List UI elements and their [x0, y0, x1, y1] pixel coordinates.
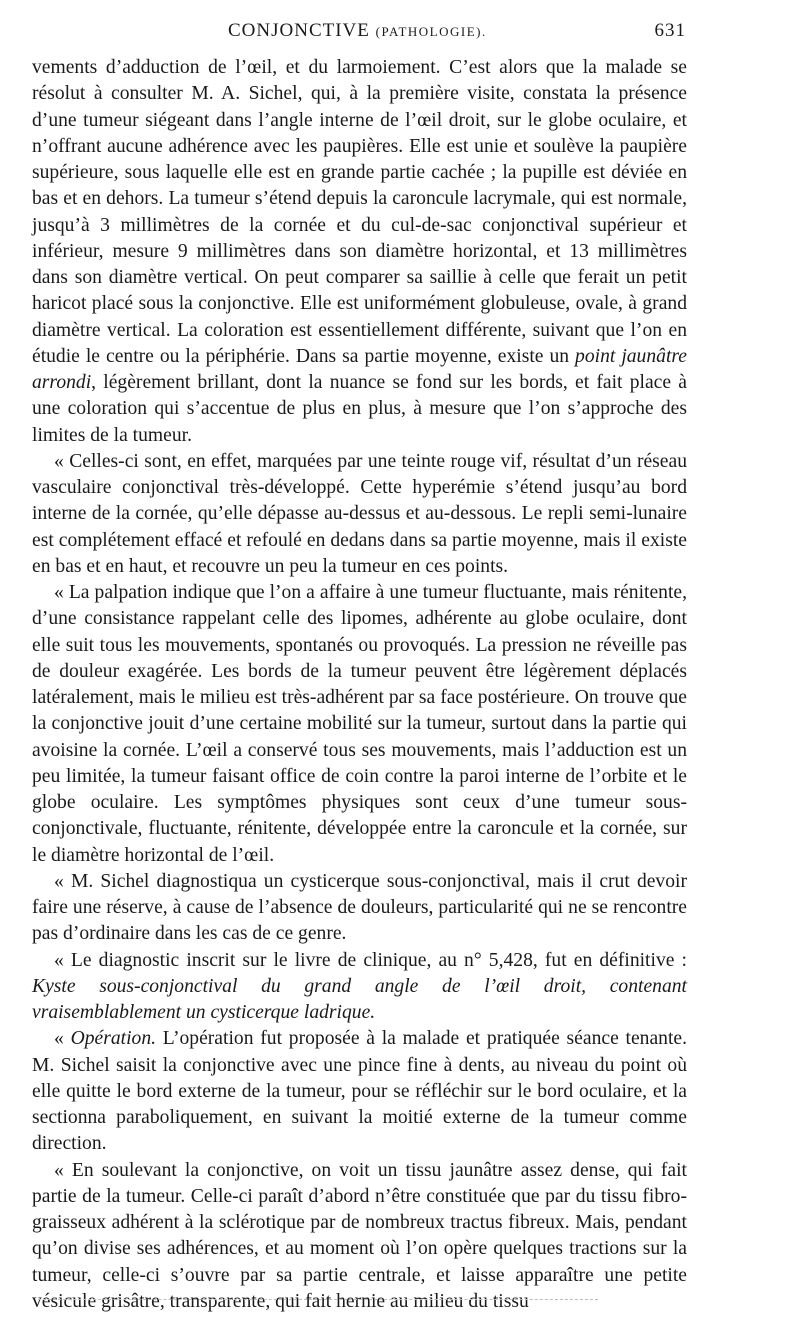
text-run: « — [54, 1028, 71, 1050]
text-run: vements d’adduction de l’œil, et du larmoiement. C’est alors que la malade se résolut à consulter M. A. Sichel, qui, à la première visite, constata la présence d’une tumeur siégeant dans l’angle interne de l’œil droit, sur le globe oculaire, et n’offrant aucune adhérence avec les paupières. Elle est unie et soulève la paupière supérieure, sous laquelle elle est en grande partie cachée ; la pupille est déviée en bas et en dehors. La tumeur s’étend depuis la caroncule lacrymale, qui est normale, jusqu’à 3 millimètres de la cornée et du cul-de-sac conjonctival supérieur et inférieur, mesure 9 millimètres dans son diamètre horizontal, et 13 millimètres dans son diamètre vertical. On peut comparer sa saillie à celle que ferait un petit haricot placé sous la conjonctive. Elle est uniformément globuleuse, ovale, à grand diamètre vertical. La coloration est essentiellement différente, suivant que l’on en étudie le centre ou la périphérie. Dans sa partie moyenne, existe un — [32, 57, 687, 367]
italic-text: point jaunâtre arrondi — [32, 345, 687, 393]
text-run: « La palpation indique que l’on a affaire à une tumeur fluctuante, mais rénitente, d’une consistance rappelant celle des lipomes, adhérente au globe oculaire, dont elle suit tous les mouvements, spontanés ou provoqués. La pression ne réveille pas de douleur exagérée. Les bords de la tumeur peuvent être légèrement déplacés latéralement, mais le milieu est très-adhérent par sa face postérieure. On trouve que la conjonctive jouit d’une certaine mobilité sur la tumeur, surtout dans la partie qui avoisine la cornée. L’œil a conservé tous ses mouvements, mais l’adduction est un peu limitée, la tumeur faisant office de coin contre la paroi interne de l’orbite et le globe oculaire. Les symptômes physiques sont ceux d’une tumeur sous-conjonctivale, fluctuante, rénitente, développée entre la caroncule et la cornée, sur le diamètre horizontal de l’œil. — [32, 582, 687, 866]
paragraph — [32, 580, 687, 869]
text-run: « En soulevant la conjonctive, on voit un tissu jaunâtre assez dense, qui fait partie de la tumeur. Celle-ci paraît d’abord n’être constituée que par du tissu fibro-graisseux adhérent à la sclérotique par de nombreux tractus fibreux. Mais, pendant qu’on divise ses adhérences, et au moment où l’on opère quelques tractions sur la tumeur, celle-ci s’ouvre par sa partie centrale, et laisse apparaître une petite vésicule grisâtre, transparente, qui fait hernie au milieu du tissu — [32, 1159, 687, 1312]
running-header — [32, 20, 686, 50]
running-title: CONJONCTIVE (PATHOLOGIE). — [228, 20, 487, 41]
paragraph — [32, 55, 687, 449]
paragraph — [32, 449, 687, 580]
italic-text: Opération. — [70, 1028, 157, 1050]
body-text — [32, 55, 687, 1315]
footer-rule — [38, 1299, 598, 1300]
text-run: , légèrement brillant, dont la nuance se fond sur les bords, et fait place à une coloration qui s’accentue de plus en plus, à mesure que l’on s’approche des limites de la tumeur. — [32, 372, 687, 446]
paragraph — [32, 1158, 687, 1316]
page-number: 631 — [654, 20, 686, 41]
text-run: « Celles-ci sont, en effet, marquées par une teinte rouge vif, résultat d’un réseau vasculaire conjonctival très-développé. Cette hyperémie s’étend jusqu’au bord interne de la cornée, qu’elle dépasse au-dessus et au-dessous. Le repli semi-lunaire est complétement effacé et refoulé en dedans dans sa partie moyenne, mais il existe en bas et en haut, et recouvre un peu la tumeur en ces points. — [32, 450, 687, 577]
text-run: « M. Sichel diagnostiqua un cysticerque sous-conjonctival, mais il crut devoir faire une réserve, à cause de l’absence de douleurs, particularité qui ne se rencontre pas d’ordinaire dans les cas de ce genre. — [32, 870, 687, 945]
running-title-sub: (PATHOLOGIE). — [375, 24, 487, 39]
paragraph — [32, 948, 687, 1027]
italic-text: Kyste sous-conjonctival du grand angle de l’œil droit, contenant vraisemblablement un cysticerque ladrique. — [32, 975, 687, 1023]
text-run: L’opération fut proposée à la malade et pratiquée séance tenante. M. Sichel saisit la conjonctive avec une pince fine à dents, au niveau du point où elle quitte le bord externe de la tumeur, pour se réfléchir sur le bord oculaire, et la sectionna paraboliquement, en suivant la moitié externe de la tumeur comme direction. — [32, 1028, 687, 1155]
paragraph — [32, 869, 687, 948]
text-run: « Le diagnostic inscrit sur le livre de clinique, au n° 5,428, fut en définitive : — [54, 949, 687, 971]
paragraph — [32, 1026, 687, 1157]
